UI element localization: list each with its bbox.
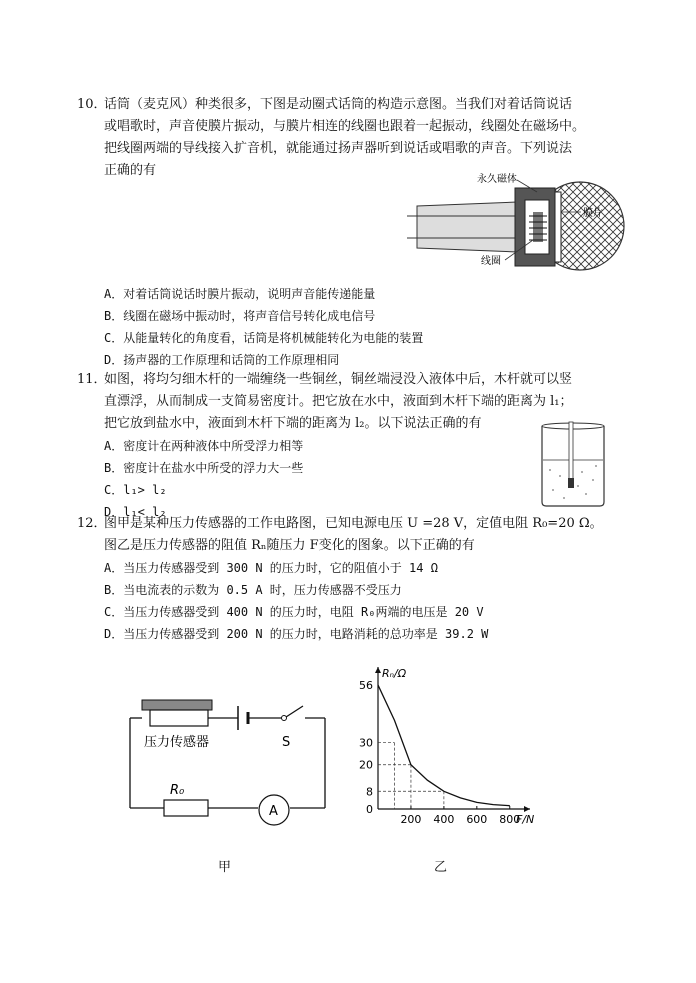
q11-number: 11． [77, 372, 107, 387]
y-tick-56: 56 [359, 679, 373, 692]
q12-line-2: 图乙是压力传感器的阻值 Rₙ随压力 F变化的图象。以下正确的有 [104, 538, 475, 553]
x-axis-arrow [524, 806, 530, 812]
y-tick-30: 30 [359, 736, 373, 750]
label-diaphragm: 膜片 [583, 208, 603, 219]
q10-option-d: D．扬声器的工作原理和话筒的工作原理相同 [104, 353, 340, 367]
q10-option-a: A．对着话筒说话时膜片振动，说明声音能传递能量 [104, 287, 376, 301]
pressure-plate [142, 700, 212, 710]
q12-option-b: B．当电流表的示数为 0.5 A 时，压力传感器不受压力 [104, 583, 402, 597]
resistor-label: R₀ [170, 783, 185, 798]
q10-line-3: 把线圈两端的导线接入扩音机，就能通过扬声器听到说话或唱歌的声音。下列说法 [104, 141, 573, 156]
q10-line-4: 正确的有 [104, 163, 157, 178]
q10-line-1: 话筒（麦克风）种类很多，下图是动圈式话筒的构造示意图。当我们对着话筒说话 [104, 97, 573, 112]
graph-caption: 乙 [434, 860, 448, 875]
y-axis-label: Rₙ/Ω [382, 667, 407, 680]
resistance-force-chart [352, 655, 542, 835]
x-axis-label: F/N [516, 813, 535, 826]
x-tick-400: 400 [433, 813, 455, 826]
q11-option-b: B．密度计在盐水中所受的浮力大一些 [104, 461, 304, 475]
q10-option-b: B．线圈在磁场中振动时，将声音信号转化成电信号 [104, 309, 376, 323]
circuit-diagram [120, 690, 340, 830]
q11-option-c: C．l₁> l₂ [104, 483, 167, 497]
switch [286, 706, 303, 717]
resistor-r0 [164, 800, 208, 816]
y-tick-20: 20 [359, 758, 373, 772]
y-tick-8: 8 [366, 785, 373, 799]
q10-option-c: C．从能量转化的角度看，话筒是将机械能转化为电能的装置 [104, 331, 424, 345]
sensor-label: 压力传感器 [144, 735, 210, 750]
q11-option-d: D．l₁< l₂ [104, 505, 167, 519]
y-axis-arrow [375, 667, 381, 673]
microphone-diagram [405, 168, 625, 278]
q11-line-3: 把它放到盐水中，液面到木杆下端的距离为 l₂。以下说法正确的有 [104, 416, 482, 431]
q10-line-2: 或唱歌时，声音使膜片振动，与膜片相连的线圈也跟着一起振动，线圈处在磁场中。 [104, 119, 586, 134]
q12-number: 12． [77, 516, 107, 531]
label-magnet: 永久磁体 [477, 174, 517, 185]
q11-line-2: 直漂浮，从而制成一支简易密度计。把它放在水中，液面到木杆下端的距离为 l₁； [104, 394, 573, 409]
diaphragm [555, 192, 561, 262]
q12-line-1: 图甲是某种压力传感器的工作电路图，已知电源电压 U =28 V，定值电阻 R₀=20 Ω。 [104, 516, 603, 531]
circuit-caption: 甲 [218, 860, 232, 875]
beaker-diagram [538, 420, 608, 508]
q12-option-c: C．当压力传感器受到 400 N 的压力时，电阻 R₀两端的电压是 20 V [104, 605, 484, 619]
label-coil: 线圈 [481, 256, 501, 267]
q10-number: 10． [77, 97, 107, 112]
pressure-sensor [150, 710, 208, 726]
ammeter-label: A [269, 804, 278, 819]
q12-option-a: A．当压力传感器受到 300 N 的压力时，它的阻值小于 14 Ω [104, 561, 438, 575]
x-tick-200: 200 [400, 813, 422, 826]
q11-option-a: A．密度计在两种液体中所受浮力相等 [104, 439, 304, 453]
q11-line-1: 如图，将均匀细木杆的一端缠绕一些铜丝，铜丝端浸没入液体中后，木杆就可以竖 [104, 372, 573, 387]
switch-label: S [282, 735, 291, 750]
y-tick-0: 0 [366, 803, 373, 816]
x-tick-800: 800 [499, 813, 521, 826]
q12-option-d: D．当压力传感器受到 200 N 的压力时，电路消耗的总功率是 39.2 W [104, 627, 489, 641]
x-tick-600: 600 [466, 813, 488, 826]
density-meter [569, 422, 573, 484]
resistance-curve [378, 685, 510, 806]
